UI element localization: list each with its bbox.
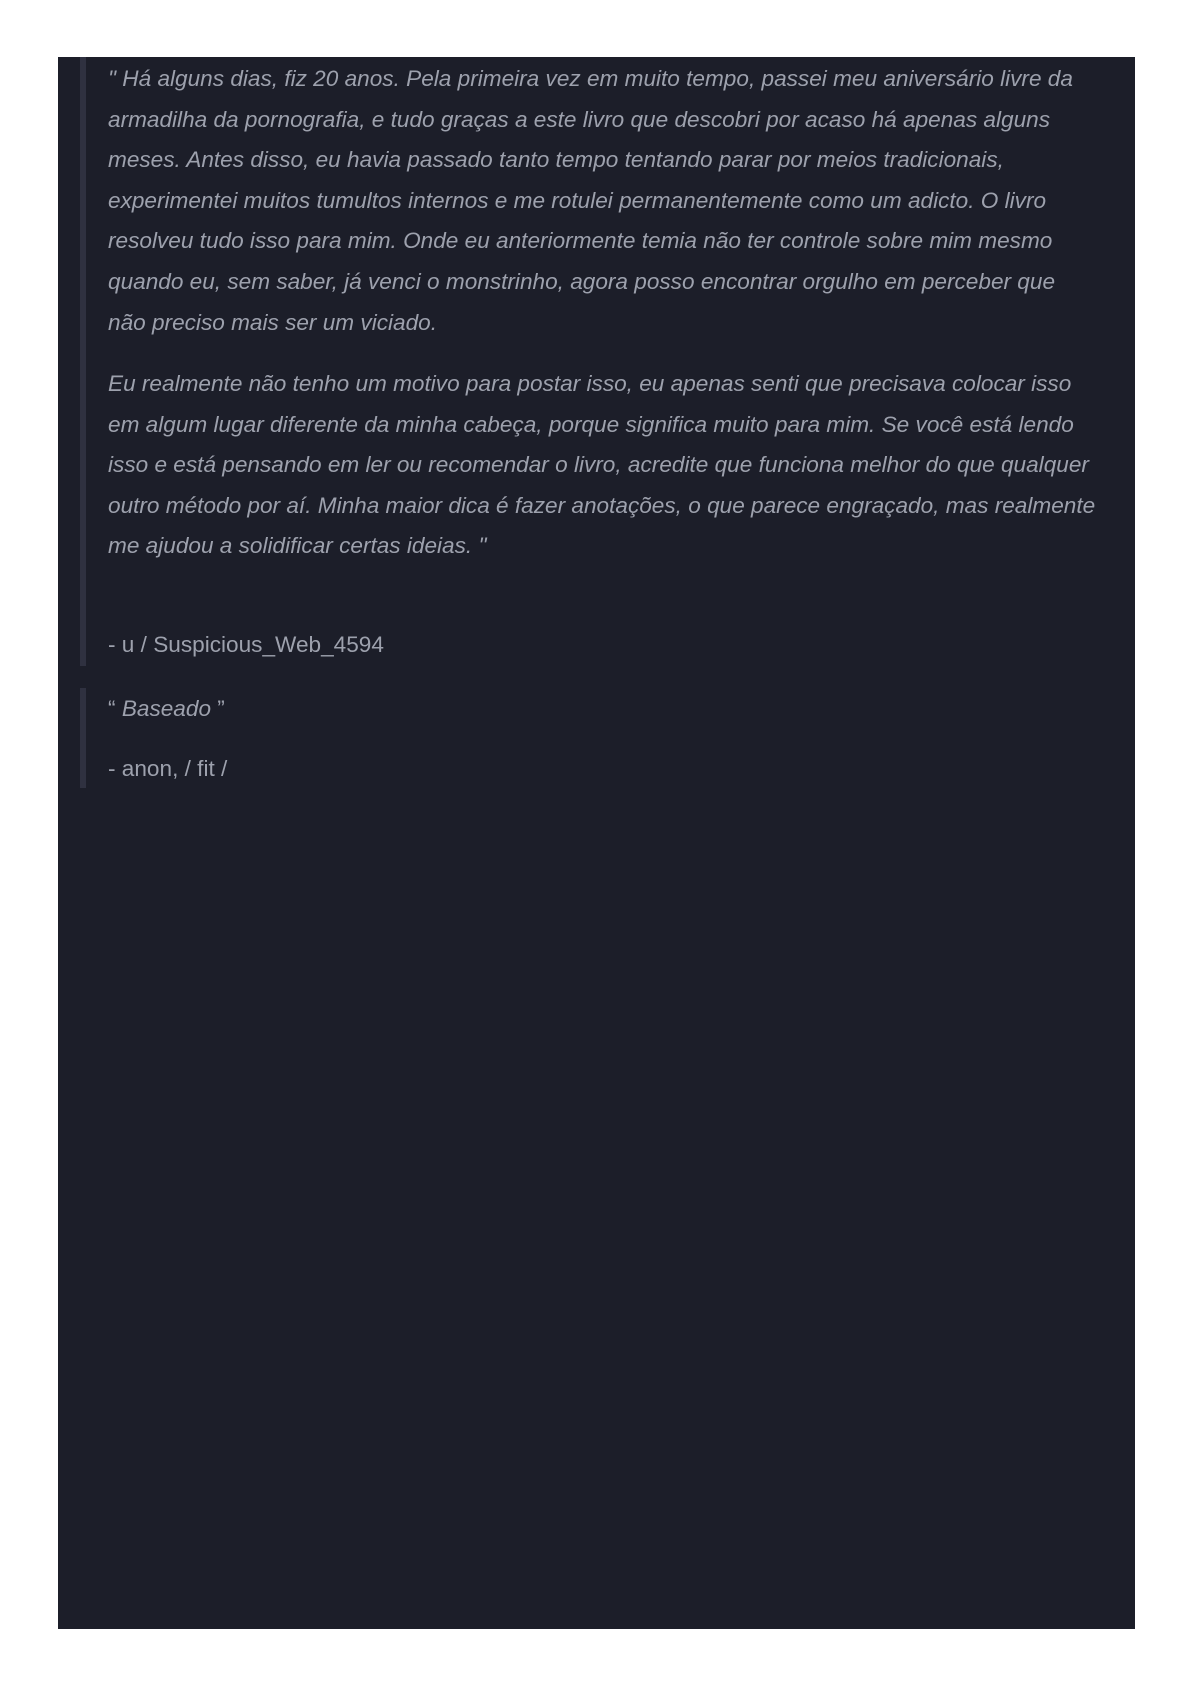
short-quote-text: Baseado	[121, 696, 212, 721]
open-quote-mark: “	[108, 696, 122, 721]
quote-paragraph: " Há alguns dias, fiz 20 anos. Pela primeira vez em muito tempo, passei meu aniversário livre da armadilha da pornografia, e tudo graças a este livro que descobri por acaso há apenas alguns meses. Antes disso, eu havia passado tanto tempo tentando parar por meios tradicionais, experimentei muitos tumultos internos e me rotulei permanentemente como um adicto. O livro resolveu tudo isso para mim. Onde eu anteriormente temia não ter controle sobre mim mesmo quando eu, sem saber, já venci o monstrinho, agora posso encontrar orgulho em perceber que não preciso mais ser um viciado.	[108, 66, 1073, 335]
quote-paragraph: Eu realmente não tenho um motivo para postar isso, eu apenas senti que precisava colocar isso em algum lugar diferente da minha cabeça, porque significa muito para mim. Se você está lendo isso e está pensando em ler ou recomendar o livro, acredite que funciona melhor do que qualquer outro método por aí. Minha maior dica é fazer anotações, o que parece engraçado, mas realmente me ajudou a solidificar certas ideias. "	[108, 371, 1096, 559]
document-page	[58, 57, 1135, 1629]
blockquote-testimonial	[80, 57, 1096, 666]
short-quote-line	[108, 689, 225, 730]
quote-attribution: - anon, / fit /	[108, 756, 228, 781]
quote-attribution: - u / Suspicious_Web_4594	[108, 632, 384, 657]
blockquote-short	[80, 688, 480, 788]
close-quote-mark: ”	[211, 696, 225, 721]
